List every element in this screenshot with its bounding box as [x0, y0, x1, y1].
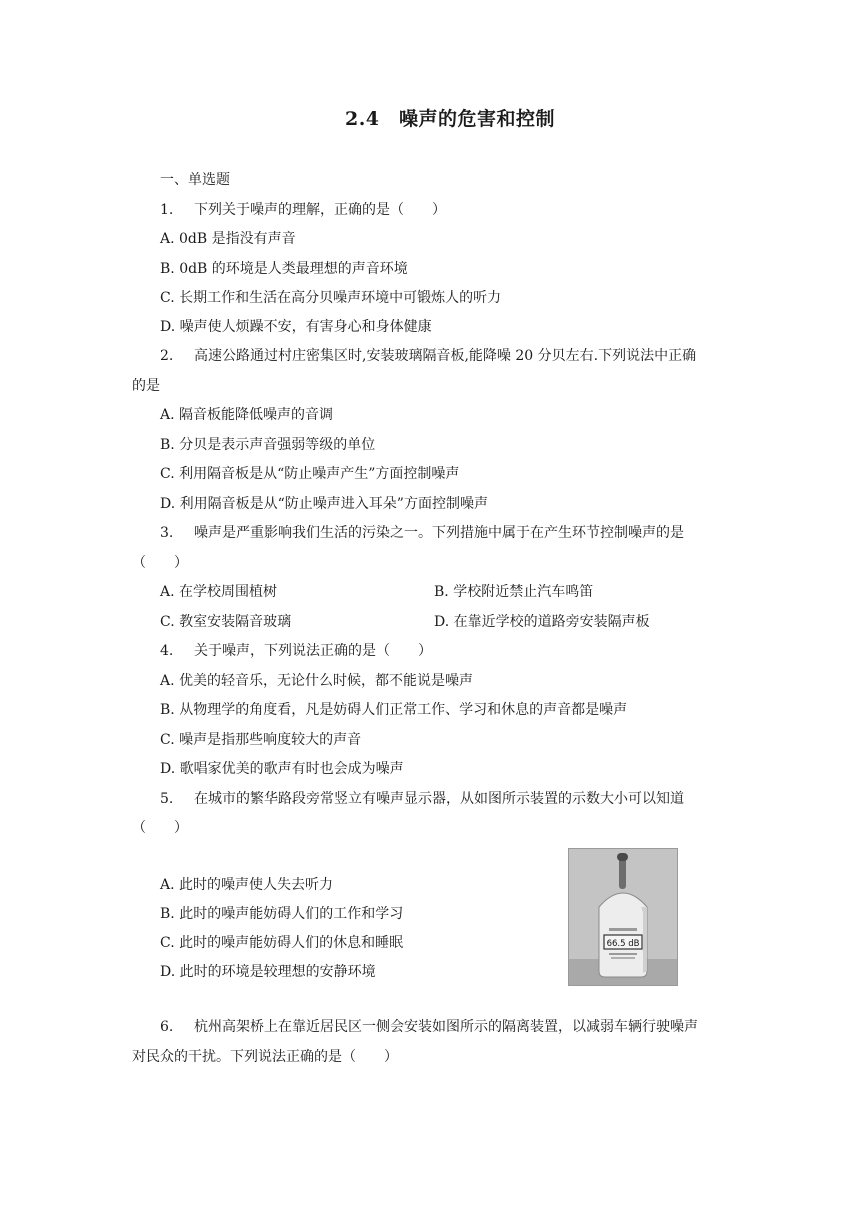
question-number: 3. — [160, 525, 174, 541]
question-3-option-c: C. 教室安装隔音玻璃 — [160, 614, 292, 630]
question-2-option-b: B. 分贝是表示声音强弱等级的单位 — [160, 437, 376, 453]
question-1-option-b: B. 0dB 的环境是人类最理想的声音环境 — [160, 261, 408, 277]
question-number: 1. — [160, 202, 174, 218]
question-1-option-a: A. 0dB 是指没有声音 — [160, 231, 296, 247]
question-5-stem-continued: （ ） — [132, 820, 188, 836]
question-3-option-d: D. 在靠近学校的道路旁安装隔声板 — [434, 614, 650, 630]
question-5-option-c: C. 此时的噪声能妨碍人们的休息和睡眠 — [160, 935, 404, 951]
page-title: 2.4 噪声的危害和控制 — [344, 108, 556, 130]
question-4-option-b: B. 从物理学的角度看，凡是妨碍人们正常工作、学习和休息的声音都是噪声 — [160, 702, 628, 718]
question-text: 噪声是严重影响我们生活的污染之一。下列措施中属于在产生环节控制噪声的是 — [194, 525, 684, 541]
question-6-stem — [160, 1017, 698, 1037]
question-text: 在城市的繁华路段旁常竖立有噪声显示器，从如图所示装置的示数大小可以知道 — [194, 791, 684, 807]
question-text: 杭州高架桥上在靠近居民区一侧会安装如图所示的隔离装置，以减弱车辆行驶噪声 — [194, 1019, 698, 1035]
question-5-option-a: A. 此时的噪声使人失去听力 — [160, 877, 334, 893]
sound-level-meter-image — [568, 848, 678, 986]
question-2-stem-continued: 的是 — [132, 378, 160, 394]
question-1-option-c: C. 长期工作和生活在高分贝噪声环境中可锻炼人的听力 — [160, 290, 502, 306]
question-2-option-d: D. 利用隔音板是从“防止噪声进入耳朵”方面控制噪声 — [160, 496, 488, 512]
question-number: 2. — [160, 348, 174, 364]
question-3-option-b: B. 学校附近禁止汽车鸣笛 — [434, 584, 594, 600]
question-2-option-a: A. 隔音板能降低噪声的音调 — [160, 407, 334, 423]
question-3-stem-continued: （ ） — [132, 555, 188, 571]
section-heading: 一、单选题 — [160, 172, 230, 188]
question-1-stem — [160, 200, 446, 220]
question-text: 下列关于噪声的理解，正确的是（ ） — [194, 202, 446, 218]
question-text: 高速公路通过村庄密集区时,安装玻璃隔音板,能降噪 20 分贝左右.下列说法中正确 — [194, 348, 697, 364]
question-4-option-d: D. 歌唱家优美的歌声有时也会成为噪声 — [160, 761, 404, 777]
question-2-option-c: C. 利用隔音板是从“防止噪声产生”方面控制噪声 — [160, 466, 460, 482]
question-4-option-c: C. 噪声是指那些响度较大的声音 — [160, 732, 362, 748]
question-number: 6. — [160, 1019, 174, 1035]
question-number: 4. — [160, 643, 174, 659]
question-5-stem — [160, 789, 684, 809]
question-6-stem-continued: 对民众的干扰。下列说法正确的是（ ） — [132, 1049, 398, 1065]
question-3-option-a: A. 在学校周围植树 — [160, 584, 278, 600]
question-2-stem — [160, 346, 696, 366]
question-4-option-a: A. 优美的轻音乐，无论什么时候，都不能说是噪声 — [160, 673, 474, 689]
question-5-option-b: B. 此时的噪声能妨碍人们的工作和学习 — [160, 906, 404, 922]
question-number: 5. — [160, 791, 174, 807]
question-3-stem — [160, 523, 684, 543]
meter-reading: 66.5 dB — [606, 939, 640, 949]
question-5-option-d: D. 此时的环境是较理想的安静环境 — [160, 964, 376, 980]
question-1-option-d: D. 噪声使人烦躁不安，有害身心和身体健康 — [160, 319, 432, 335]
question-4-stem — [160, 641, 432, 661]
question-text: 关于噪声，下列说法正确的是（ ） — [194, 643, 432, 659]
